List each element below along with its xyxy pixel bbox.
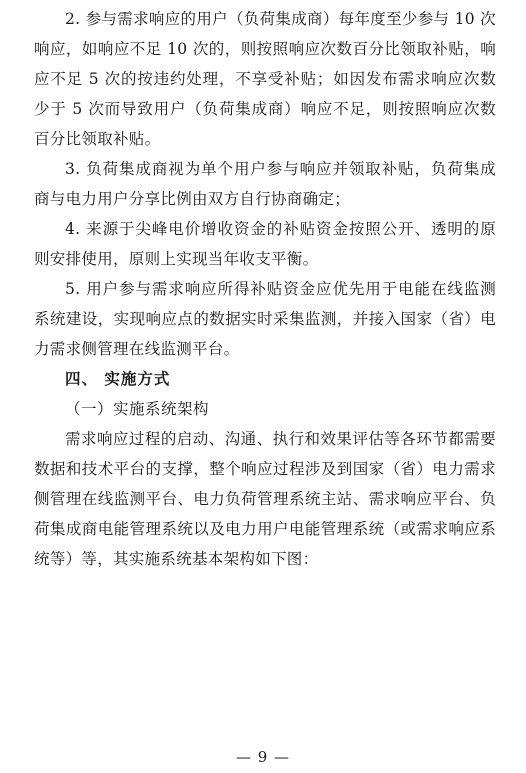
- section-heading: 四、 实施方式: [65, 370, 171, 388]
- upper-text-block: [34, 4, 496, 574]
- body-paragraph: 需求响应过程的启动、沟通、执行和效果评估等各环节都需要数据和技术平台的支撑，整个响应过程涉及到国家（省）电力需求侧管理在线监测平台、电力负荷管理系统主站、需求响应平台、负荷集成商电能管理系统以及电力用户电能管理系统（或需求响应系统等）等，其实施系统基本架构如下图：: [34, 430, 496, 568]
- paragraph-item-4: 4. 来源于尖峰电价增收资金的补贴资金按照公开、透明的原则安排使用，原则上实现当年收支平衡。: [34, 220, 496, 268]
- subsection-heading: （一）实施系统架构: [65, 400, 210, 418]
- paragraph-item-5: 5. 用户参与需求响应所得补贴资金应优先用于电能在线监测系统建设，实现响应点的数据实时采集监测，并接入国家（省）电力需求侧管理在线监测平台。: [34, 280, 496, 358]
- paragraph-item-2: 2. 参与需求响应的用户（负荷集成商）每年度至少参与 10 次响应，如响应不足 10 次的，则按照响应次数百分比领取补贴，响应不足 5 次的按违约处理，不享受补贴；如因发布需求响应次数少于 5 次而导致用户（负荷集成商）响应不足，则按照响应次数百分比领取补贴。: [34, 10, 496, 148]
- paragraph-item-3: 3. 负荷集成商视为单个用户参与响应并领取补贴，负荷集成商与电力用户分享比例由双方自行协商确定；: [34, 160, 496, 208]
- page-number: — 9 —: [235, 748, 291, 766]
